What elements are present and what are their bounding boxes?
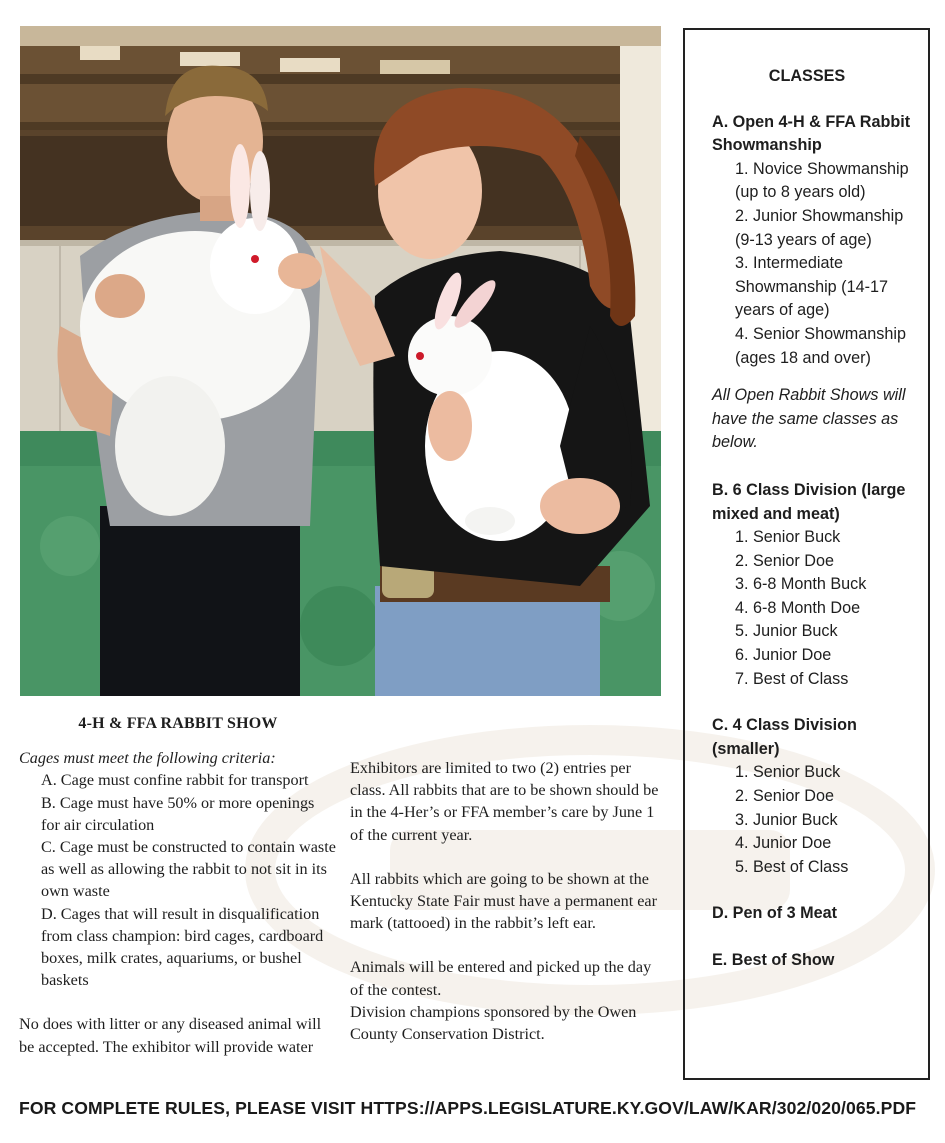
entries-paragraph: Exhibitors are limited to two (2) entries per class. All rabbits that are to be shown should be in the 4-Her’s or FFA member’s care by June 1 of the current year. <box>350 759 659 844</box>
section-d-heading: D. Pen of 3 Meat <box>712 904 838 923</box>
criteria-item: B. Cage must have 50% or more openings for air circulation <box>41 793 315 834</box>
classes-title: CLASSES <box>768 67 846 85</box>
class-item: 4. 6-8 Month Doe <box>735 598 861 617</box>
class-item: 3. Intermediate Showmanship (14-17 years of age) <box>735 254 888 320</box>
article-left-column <box>19 713 337 1057</box>
rules-url-footer: FOR COMPLETE RULES, PLEASE VISIT HTTPS://APPS.LEGISLATURE.KY.GOV/LAW/KAR/302/020/065.PDF <box>19 1098 917 1118</box>
class-item: 3. Junior Buck <box>735 810 838 829</box>
criteria-intro: Cages must meet the following criteria: <box>19 749 276 768</box>
section-e-heading: E. Best of Show <box>712 951 835 969</box>
criteria-item: C. Cage must be constructed to contain waste as well as allowing the rabbit to not sit in its own waste <box>41 838 336 901</box>
class-item: 2. Junior Showmanship (9-13 years of age) <box>735 206 904 249</box>
class-item: 5. Junior Buck <box>735 622 838 641</box>
article-right-column <box>350 713 664 1045</box>
entry-pickup-paragraph: Animals will be entered and picked up the day of the contest. <box>350 958 652 999</box>
criteria-item: D. Cages that will result in disqualification from class champion: bird cages, cardboard boxes, milk crates, aquariums, or bushel baskets <box>41 904 324 990</box>
class-item: 2. Senior Doe <box>735 787 834 806</box>
criteria-item: A. Cage must confine rabbit for transport <box>41 771 309 790</box>
class-item: 5. Best of Class <box>735 857 849 876</box>
section-c-heading: C. 4 Class Division (smaller) <box>712 716 857 758</box>
sponsor-paragraph: Division champions sponsored by the Owen County Conservation District. <box>350 1002 637 1044</box>
class-item: 6. Junior Doe <box>735 646 832 665</box>
exhibitors-with-rabbits-photo <box>20 26 661 696</box>
class-item: 4. Junior Doe <box>735 834 832 853</box>
class-item: 4. Senior Showmanship (ages 18 and over) <box>735 324 906 367</box>
class-item: 3. 6-8 Month Buck <box>735 575 867 594</box>
class-item: 1. Novice Showmanship (up to 8 years old) <box>735 159 909 202</box>
class-item: 1. Senior Buck <box>735 528 841 547</box>
open-shows-note: All Open Rabbit Shows will have the same classes as below. <box>712 386 906 452</box>
class-item: 2. Senior Doe <box>735 551 834 570</box>
section-b-heading: B. 6 Class Division (large mixed and meat) <box>712 480 906 523</box>
water-rule-continuation <box>350 713 664 757</box>
article-title: 4-H & FFA RABBIT SHOW <box>78 715 278 732</box>
litter-rule-paragraph: No does with litter or any diseased animal will be accepted. The exhibitor will provide water <box>19 1015 322 1056</box>
class-item: 1. Senior Buck <box>735 763 841 782</box>
section-a-heading: A. Open 4-H & FFA Rabbit Showmanship <box>712 112 911 155</box>
classes-sidebar <box>683 28 930 1080</box>
class-item: 7. Best of Class <box>735 669 849 688</box>
earmark-paragraph: All rabbits which are going to be shown at the Kentucky State Fair must have a permanent ear mark (tattooed) in the rabbit’s left ear. <box>350 869 658 933</box>
